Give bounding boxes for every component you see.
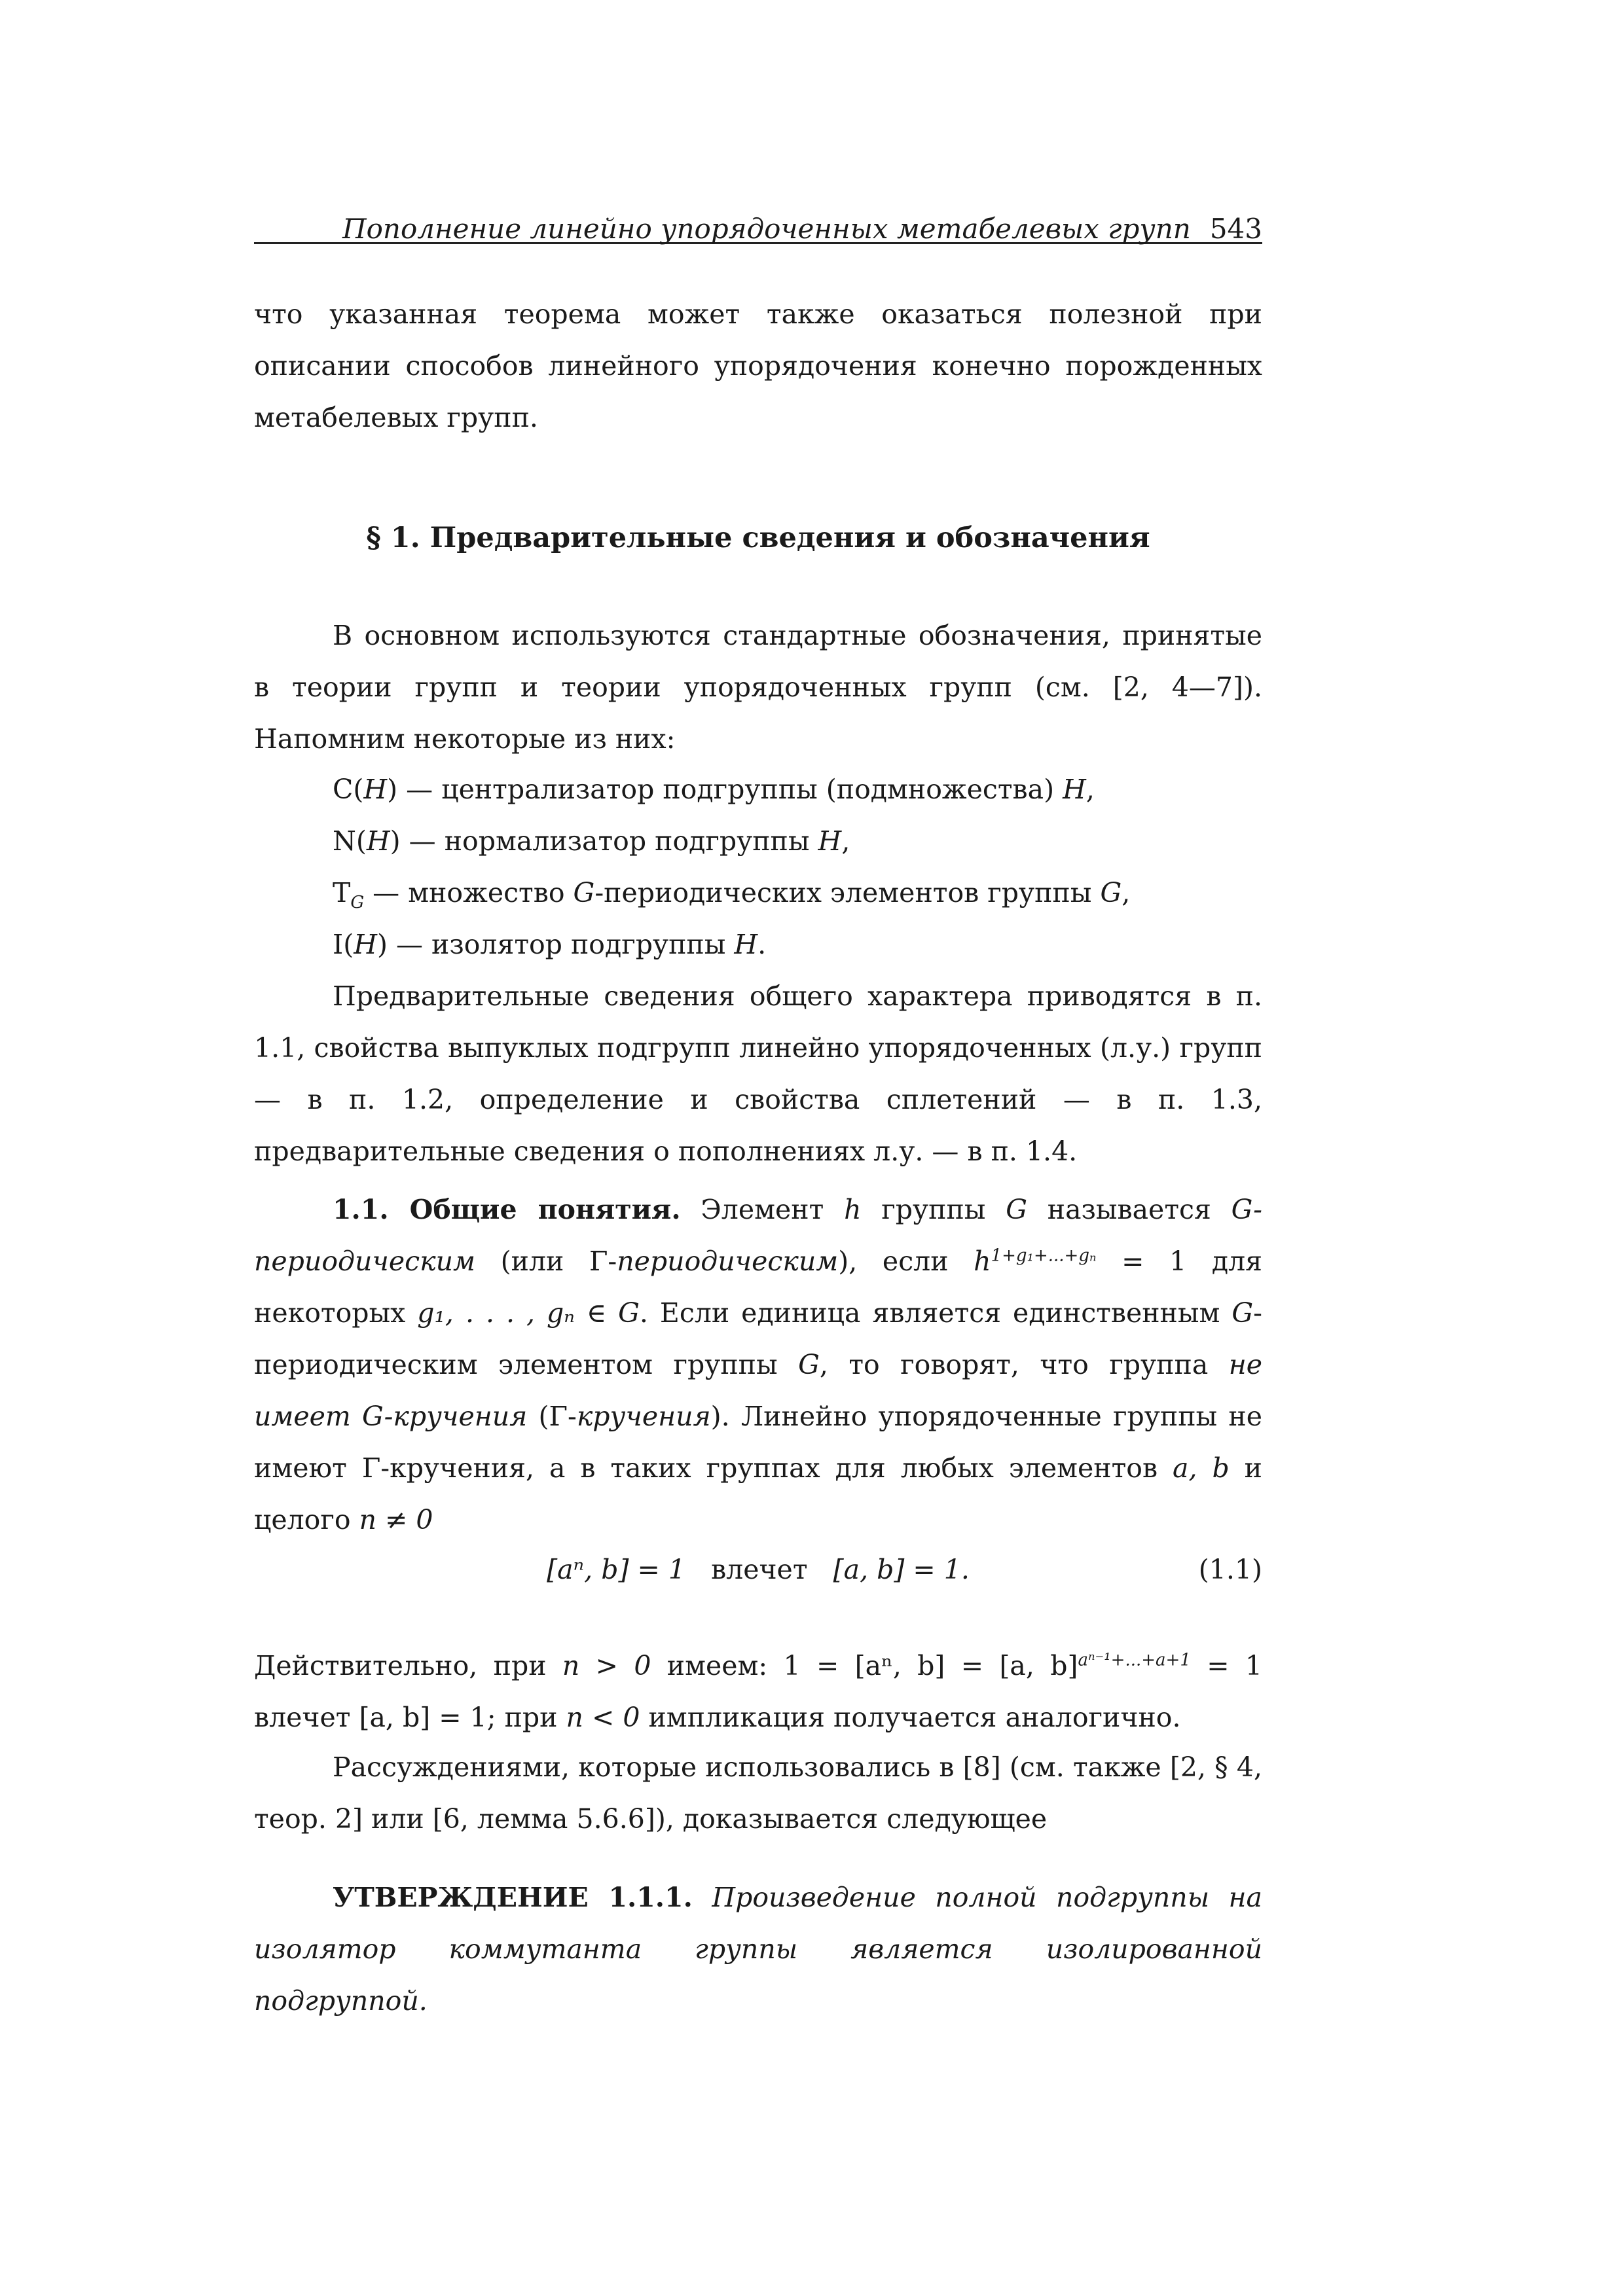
- page: [254, 0, 1262, 2296]
- def-centralizer: C(H) — централизатор подгруппы (подмножества) H,: [333, 774, 1095, 805]
- subsection-paragraph: 1.1. Общие понятия. Элемент h группы G называется G-периодическим (или Γ-периодическим), если $h^{1+g_1+...+g_n} = 1$ для некоторых g₁, . . . , gₙ ∈ G. Если единица является единственным G-периодическим элементом группы G, то говорят, что группа не имеет G-кручения (Γ-кручения). Линейно упорядоченные группы не имеют Γ-кручения, а в таких группах для любых элементов a, b и целого n ≠ 0: [254, 1194, 1263, 1535]
- section-heading: § 1. Предварительные сведения и обозначения: [366, 522, 1150, 554]
- term-no-torsion: не имеет G-кручения: [254, 1349, 1262, 1432]
- running-title: Пополнение линейно упорядоченных метабелевых групп: [342, 213, 1191, 245]
- equation-1-1: [aⁿ, b] = 1 влечет [a, b] = 1. (1.1): [254, 1544, 1262, 1596]
- intro-paragraph: что указанная теорема может также оказаться полезной при описании способов линейного упорядочения конечно порожденных метабелевых групп.: [254, 298, 1262, 433]
- proof-paragraph: Действительно, при n > 0 имеем: 1 = [aⁿ, b] = [a, b]$^{a^{n-1}+...+a+1}$ = 1 влечет [a, b] = 1; при n < 0 импликация получается аналогично.: [254, 1650, 1262, 1733]
- def-isolator: I(H) — изолятор подгруппы H.: [333, 929, 767, 960]
- running-header: [254, 203, 1262, 244]
- statement-1-1-1: УТВЕРЖДЕНИЕ 1.1.1. Произведение полной подгруппы на изолятор коммутанта группы является изолированной подгруппой.: [254, 1882, 1263, 2017]
- subsection-title: 1.1. Общие понятия.: [333, 1194, 681, 1225]
- term-g-periodic: G-периодическим: [254, 1194, 1262, 1277]
- statement-label: УТВЕРЖДЕНИЕ 1.1.1.: [333, 1882, 693, 1913]
- page-number: 543: [1209, 213, 1262, 245]
- notation-paragraph: В основном используются стандартные обозначения, принятые в теории групп и теории упорядоченных групп (см. [2, 4—7]). Напомним некоторые из них:: [254, 620, 1262, 755]
- equation-number: (1.1): [1198, 1554, 1262, 1585]
- def-normalizer: N(H) — нормализатор подгруппы H,: [333, 825, 850, 857]
- def-periodic-set: $T_G$ — множество G-периодических элементов группы G,: [333, 877, 1131, 913]
- overview-paragraph: Предварительные сведения общего характера приводятся в п. 1.1, свойства выпуклых подгрупп линейно упорядоченных (л.у.) групп — в п. 1.2, определение и свойства сплетений — в п. 1.3, предварительные сведения о пополнениях л.у. — в п. 1.4.: [254, 980, 1262, 1167]
- reasoning-paragraph: Рассуждениями, которые использовались в [8] (см. также [2, § 4, теор. 2] или [6, лемма 5.6.6]), доказывается следующее: [254, 1751, 1262, 1835]
